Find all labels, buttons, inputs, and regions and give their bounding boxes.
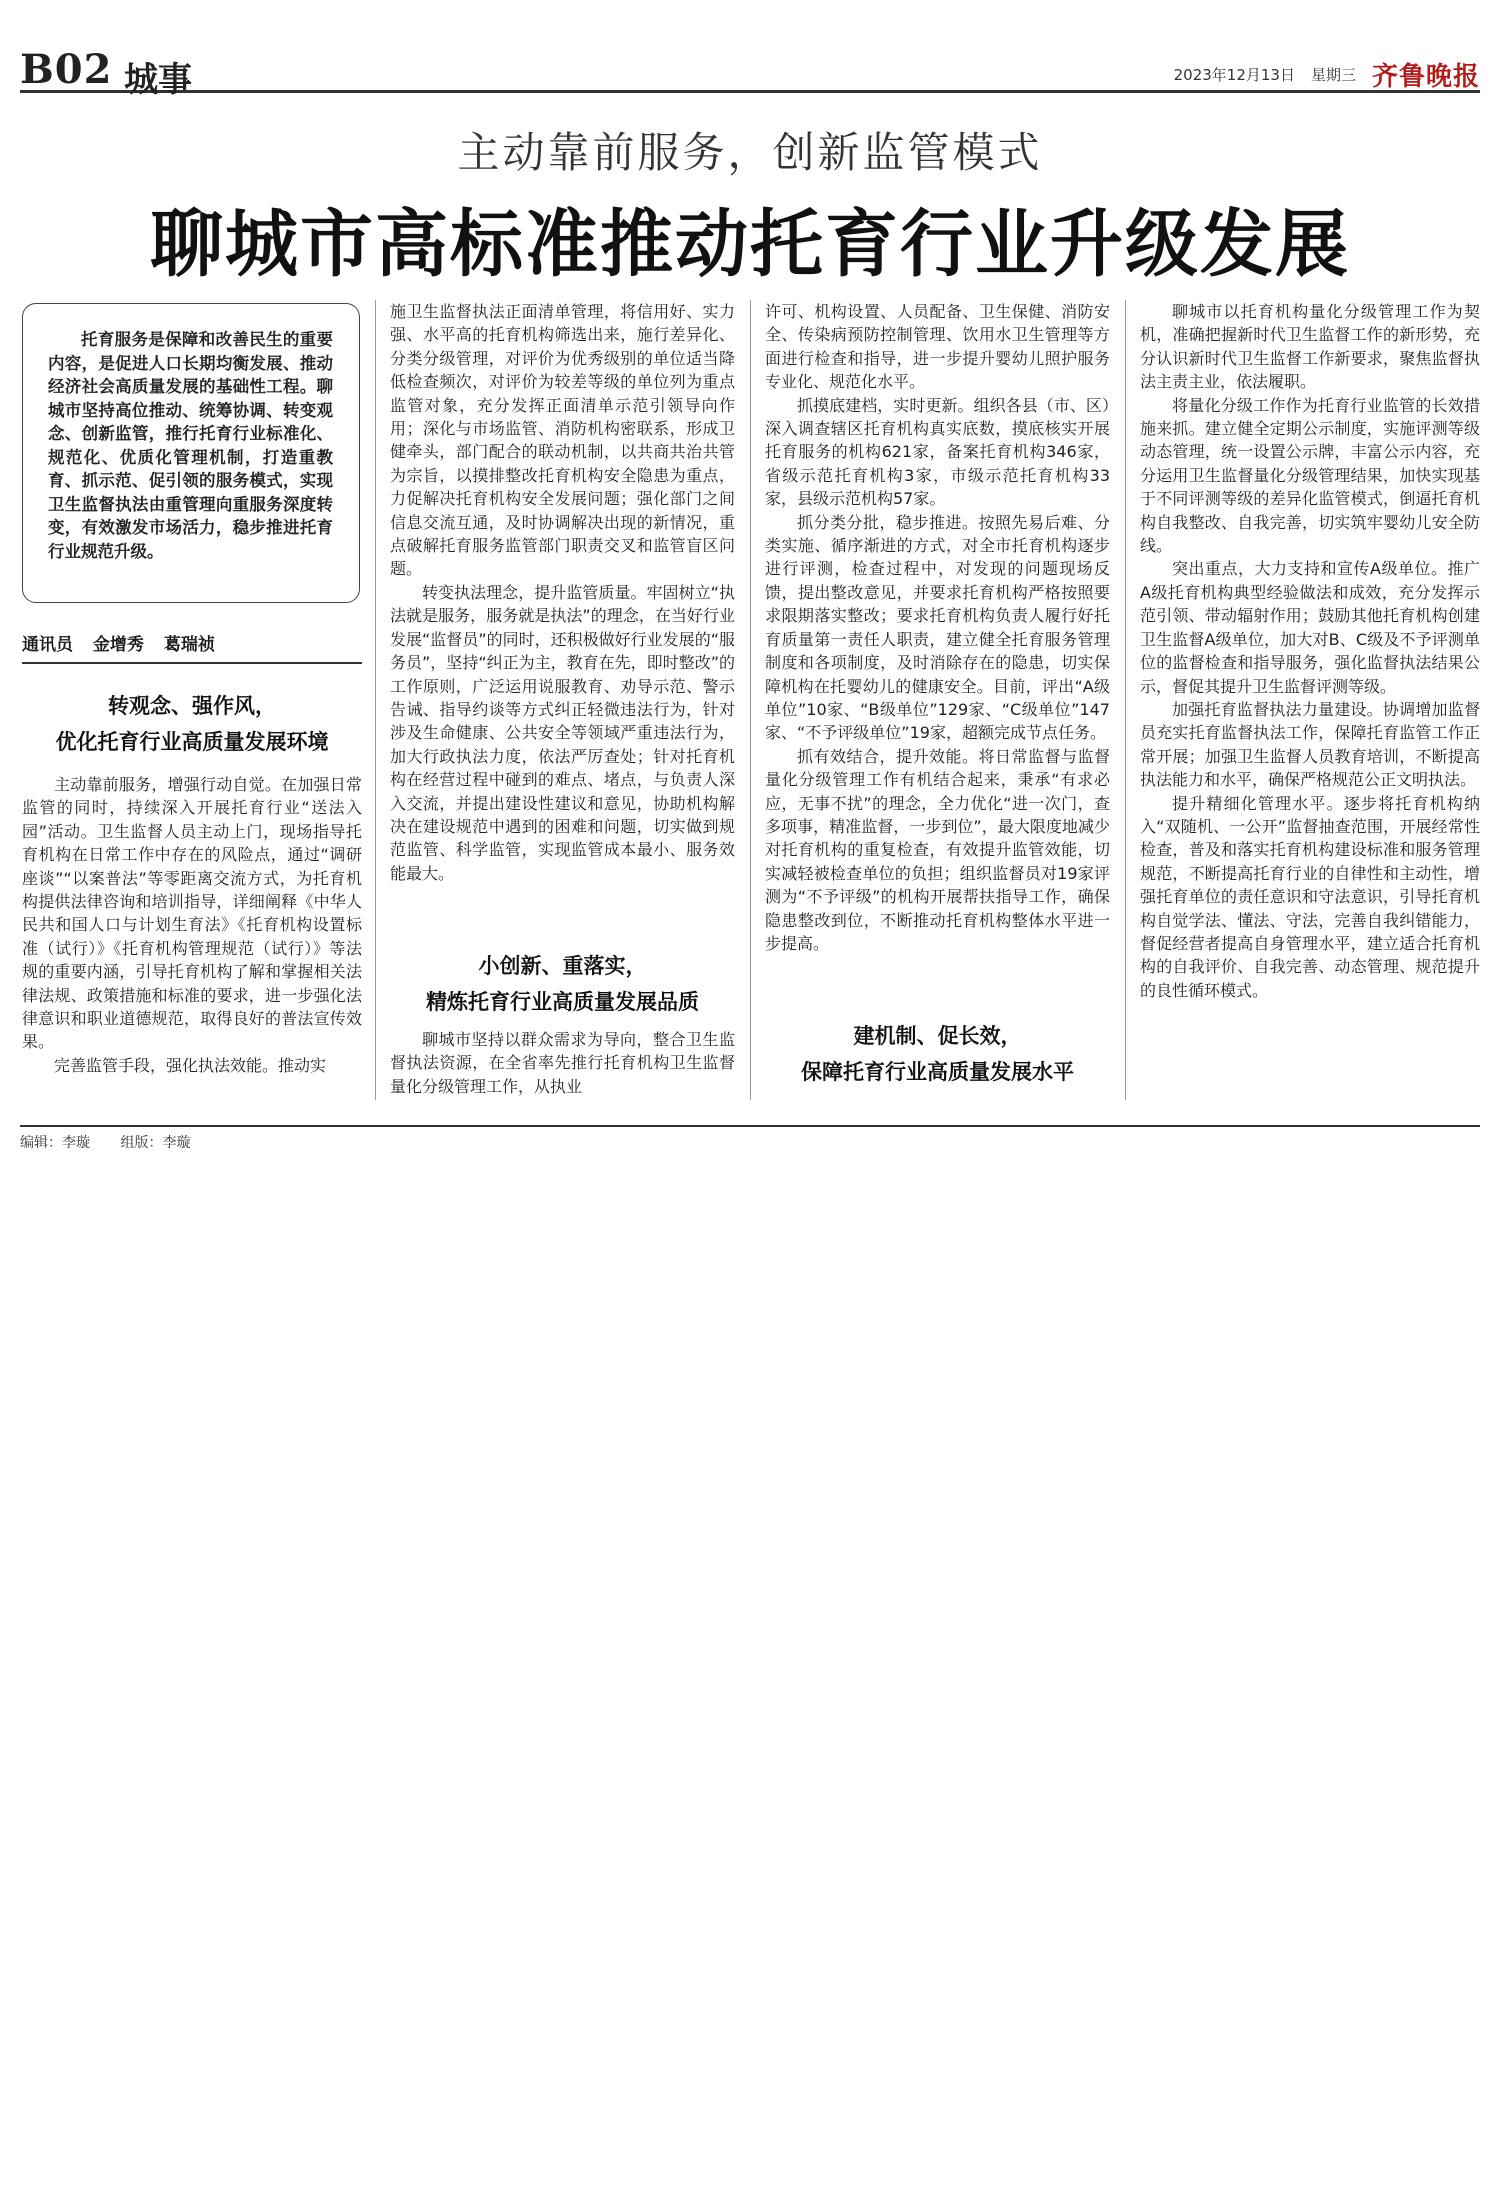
paragraph: 聊城市以托育机构量化分级管理工作为契机，准确把握新时代卫生监督工作的新形势，充分认识新时代卫生监督工作新要求，聚焦监督执法主责主业，依法履职。	[1140, 302, 1480, 392]
editor-credit: 编辑：李璇	[20, 1135, 90, 1151]
article-kicker: 主动靠前服务，创新监管模式	[457, 128, 1043, 177]
byline-author-2: 葛瑞祯	[163, 635, 215, 655]
paragraph: 主动靠前服务，增强行动自觉。在加强日常监管的同时，持续深入开展托育行业“送法入园”活动。卫生监督人员主动上门，现场指导托育机构在日常工作中存在的风险点，通过“调研座谈”“以案普法”等零距离交流方式，为托育机构提供法律咨询和培训指导，详细阐释《中华人民共和国人口与计划生育法》《托育机构设置标准（试行）》《托育机构管理规范（试行）》等法规的重要内涵，引导托育机构了解和掌握相关法律法规、政策措施和标准的要求，进一步强化法律意识和职业道德规范，取得良好的普法宣传效果。	[22, 775, 362, 1052]
col3-subhead-line1: 建机制、促长效，	[853, 1023, 1022, 1048]
paragraph: 抓有效结合，提升效能。将日常监督与监督量化分级管理工作有机结合起来，秉承“有求必应，无事不扰”的理念，全力优化“进一次门，查多项事，精准监督，一步到位”，最大限度地减少对托育机构的重复检查，有效提升监管效能，切实减轻被检查单位的负担；组织监督员对19家评测为“不予评级”的机构开展帮扶指导工作，确保隐患整改到位，不断推动托育机构整体水平进一步提高。	[765, 746, 1110, 953]
col1-subhead	[22, 688, 362, 760]
page-header	[20, 40, 1480, 100]
paragraph: 施卫生监督执法正面清单管理，将信用好、实力强、水平高的托育机构筛选出来，施行差异化、分类分级管理，对评价为优秀级别的单位适当降低检查频次，对评价为较差等级的单位列为重点监管对象，充分发挥正面清单示范引领导向作用；深化与市场监管、消防机构密联系，形成卫健牵头，部门配合的联动机制，以共商共治共管为宗旨，以摸排整改托育机构安全隐患为重点，力促解决托育机构安全发展问题；强化部门之间信息交流互通，及时协调解决出现的新情况，重点破解托育服务监管部门职责交叉和监管盲区问题。	[390, 302, 735, 579]
layout-credit: 组版：李璇	[120, 1135, 191, 1151]
column-divider	[1125, 300, 1126, 1100]
paragraph: 提升精细化管理水平。逐步将托育机构纳入“双随机、一公开”监督抽查范围，开展经常性检查，普及和落实托育机构建设标准和服务管理规范，不断提高托育行业的自律性和主动性，增强托育单位的责任意识和守法意识，引导托育机构自觉学法、懂法、守法，完善自我纠错能力，督促经营者提高自身管理水平，建立适合托育机构的自我评价、自我完善、动态管理、规范提升的良性循环模式。	[1140, 793, 1480, 1000]
column-1	[22, 773, 362, 1077]
paragraph: 加强托育监督执法力量建设。协调增加监督员充实托育监督执法工作，保障托育监管工作正常开展；加强卫生监督人员教育培训，不断提高执法能力和水平，确保严格规范公正文明执法。	[1140, 699, 1480, 790]
section-name: 城事	[124, 60, 192, 100]
column-divider	[750, 300, 751, 1100]
paragraph: 许可、机构设置、人员配备、卫生保健、消防安全、传染病预防控制管理、饮用水卫生管理等方面进行检查和指导，进一步提升婴幼儿照护服务专业化、规范化水平。	[765, 302, 1110, 392]
page-number: B02	[20, 46, 113, 93]
column-2	[390, 300, 735, 885]
byline-author-1: 金增秀	[92, 635, 144, 655]
paragraph: 抓分类分批，稳步推进。按照先易后难、分类实施、循序渐进的方式，对全市托育机构逐步进行评测，检查过程中，对发现的问题现场反馈，提出整改意见，并要求托育机构严格按照要求限期落实整改；要求托育机构负责人履行好托育质量第一责任人职责，建立健全托育服务管理制度和各项制度，及时消除存在的隐患，切实保障机构在托婴幼儿的健康安全。目前，评出“A级单位”10家、“B级单位”129家、“C级单位”147家、“不予评级单位”19家，超额完成节点任务。	[765, 512, 1110, 743]
issue-weekday: 星期三	[1310, 66, 1356, 84]
paragraph: 转变执法理念，提升监管质量。牢固树立“执法就是服务，服务就是执法”的理念，在当好行业发展“监督员”的同时，还积极做好行业发展的“服务员”，坚持“纠正为主，教育在先，即时整改”的工作原则，广泛运用说服教育、劝导示范、警示告诫、指导约谈等方式纠正轻微违法行为，针对涉及生命健康、公共安全等领域严重违法行为，加大行政执法力度，依法严厉查处；针对托育机构在经营过程中碰到的难点、堵点，与负责人深入交流，并提出建设性建议和意见，协助机构解决在建设规范中遇到的困难和问题，切实做到规范监管、科学监管，实现监管成本最小、服务效能最大。	[390, 582, 735, 883]
column-divider	[375, 300, 376, 1100]
article-headline: 聊城市高标准推动托育行业升级发展	[150, 201, 1350, 287]
col2-subhead-line1: 小创新、重落实，	[478, 953, 647, 978]
col1-subhead-line2: 优化托育行业高质量发展环境	[55, 729, 329, 754]
lede-text: 托育服务是保障和改善民生的重要内容，是促进人口长期均衡发展、推动经济社会高质量发展的基础性工程。聊城市坚持高位推动、统筹协调、转变观念、创新监管，推行托育行业标准化、规范化、优质化管理机制，打造重教育、抓示范、促引领的服务模式，实现卫生监督执法由重管理向重服务深度转变，有效激发市场活力，稳步推进托育行业规范升级。	[48, 330, 333, 561]
byline	[22, 630, 362, 664]
col3-subhead	[765, 1018, 1110, 1090]
col2-subhead-line2: 精炼托育行业高质量发展品质	[426, 989, 699, 1014]
paragraph: 完善监管手段，强化执法效能。推动实	[54, 1055, 327, 1075]
column-2-cont	[390, 1028, 735, 1098]
paragraph: 将量化分级工作作为托育行业监管的长效措施来抓。建立健全定期公示制度，实施评测等级动态管理，统一设置公示牌，丰富公示内容，充分运用卫生监督量化分级管理结果，加快实现基于不同评测等级的差异化监管模式，倒逼托育机构自我整改、自我完善，切实筑牢婴幼儿安全防线。	[1140, 395, 1480, 556]
col2-subhead	[390, 948, 735, 1020]
header-meta	[1174, 56, 1480, 93]
paragraph: 抓摸底建档，实时更新。组织各县（市、区）深入调查辖区托育机构真实底数，摸底核实开展托育服务的机构621家，备案托育机构346家，省级示范托育机构3家，市级示范托育机构33家，县级示范机构57家。	[765, 395, 1110, 509]
column-4	[1140, 300, 1480, 1002]
byline-label: 通讯员	[22, 635, 73, 655]
column-3	[765, 300, 1110, 955]
newspaper-logo: 齐鲁晚报	[1371, 62, 1480, 92]
col1-subhead-line1: 转观念、强作风，	[108, 693, 276, 718]
paragraph: 突出重点，大力支持和宣传A级单位。推广A级托育机构典型经验做法和成效，充分发挥示范引领、带动辐射作用；鼓励其他托育机构创建卫生监督A级单位，加大对B、C级及不予评测单位的监督检查和指导服务，强化监督执法结果公示，督促其提升卫生监督评测等级。	[1140, 559, 1480, 696]
page-footer	[20, 1125, 1480, 1152]
paragraph: 聊城市坚持以群众需求为导向，整合卫生监督执法资源，在全省率先推行托育机构卫生监督量化分级管理工作，从执业	[390, 1030, 735, 1096]
issue-date: 2023年12月13日	[1173, 66, 1295, 84]
col3-subhead-line2: 保障托育行业高质量发展水平	[801, 1059, 1074, 1084]
